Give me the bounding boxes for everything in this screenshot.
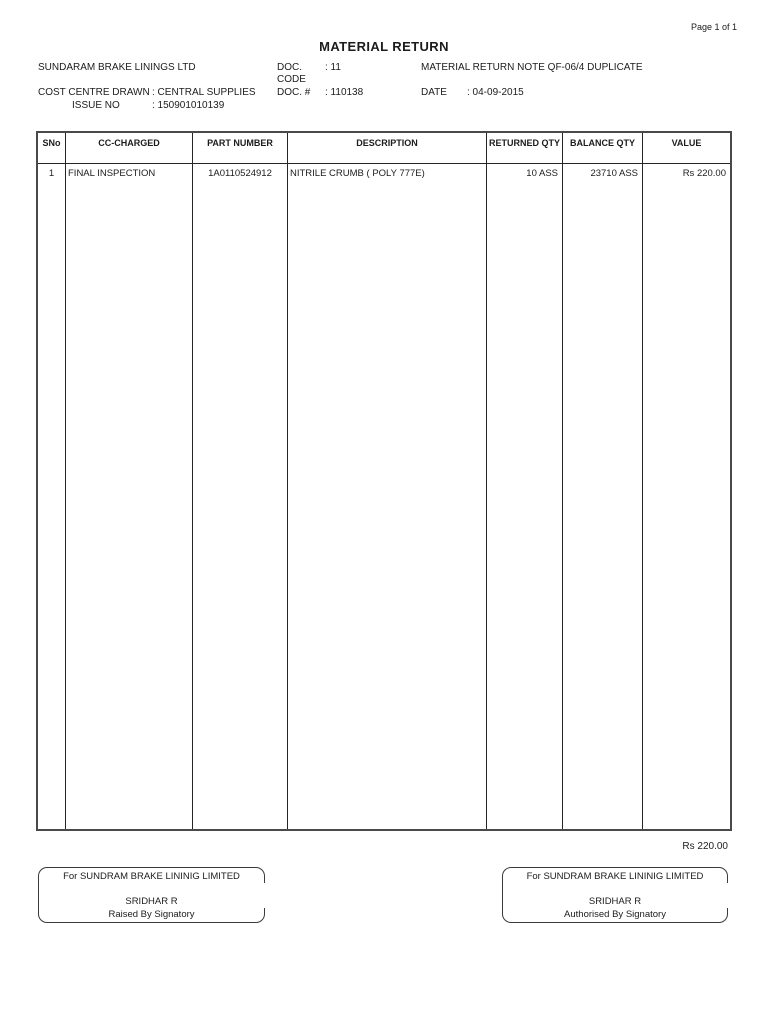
border-gap-decoration [262,883,265,908]
doc-number-label: DOC. # [277,87,311,98]
page-indicator: Page 1 of 1 [690,22,737,32]
issue-no-value: : 150901010139 [152,100,225,111]
cell-value: Rs 220.00 [682,168,726,179]
document-title: MATERIAL RETURN [319,39,449,54]
company-name: SUNDARAM BRAKE LININGS LTD [38,62,196,73]
col-header-description: DESCRIPTION [288,133,487,164]
signature-box-authorised [502,867,728,923]
doc-code-value: : 11 [325,62,341,73]
col-header-balance-qty: BALANCE QTY [563,133,643,164]
material-items-table [36,131,732,831]
signature-company-line: For SUNDRAM BRAKE LININIG LIMITED [526,871,704,882]
doc-code-label-line1: DOC. [277,62,302,73]
cost-centre-label: COST CENTRE DRAWN [38,87,150,98]
doc-number-value: : 110138 [325,87,364,98]
signatory-role: Raised By Signatory [108,909,195,920]
date-label: DATE [421,87,447,98]
cell-balance-qty: 23710 ASS [563,164,643,829]
cost-centre-value: : CENTRAL SUPPLIES [152,87,256,98]
signature-box-raised [38,867,265,923]
cell-part-number: 1A0110524912 [193,164,288,829]
col-header-part-number: PART NUMBER [193,133,288,164]
cell-returned-qty: 10 ASS [487,164,563,829]
signatory-name: SRIDHAR R [588,896,642,907]
date-value: : 04-09-2015 [467,87,524,98]
col-header-value: VALUE [643,133,730,164]
total-value: Rs 220.00 [682,841,728,852]
col-header-sno: SNo [38,133,66,164]
doc-code-label-line2: CODE [277,74,306,85]
col-header-returned-qty: RETURNED QTY [487,133,563,164]
col-header-cc-charged: CC-CHARGED [66,133,193,164]
signature-company-line: For SUNDRAM BRAKE LININIG LIMITED [63,871,240,882]
issue-no-label: ISSUE NO [72,100,120,111]
cell-cc-charged: FINAL INSPECTION [66,164,193,829]
material-return-note-ref: MATERIAL RETURN NOTE QF-06/4 DUPLICATE [421,62,643,73]
signatory-name: SRIDHAR R [125,896,178,907]
signatory-role: Authorised By Signatory [564,909,666,920]
border-gap-decoration [725,883,728,908]
cell-description: NITRILE CRUMB ( POLY 777E) [288,164,487,829]
cell-sno: 1 [38,164,66,829]
